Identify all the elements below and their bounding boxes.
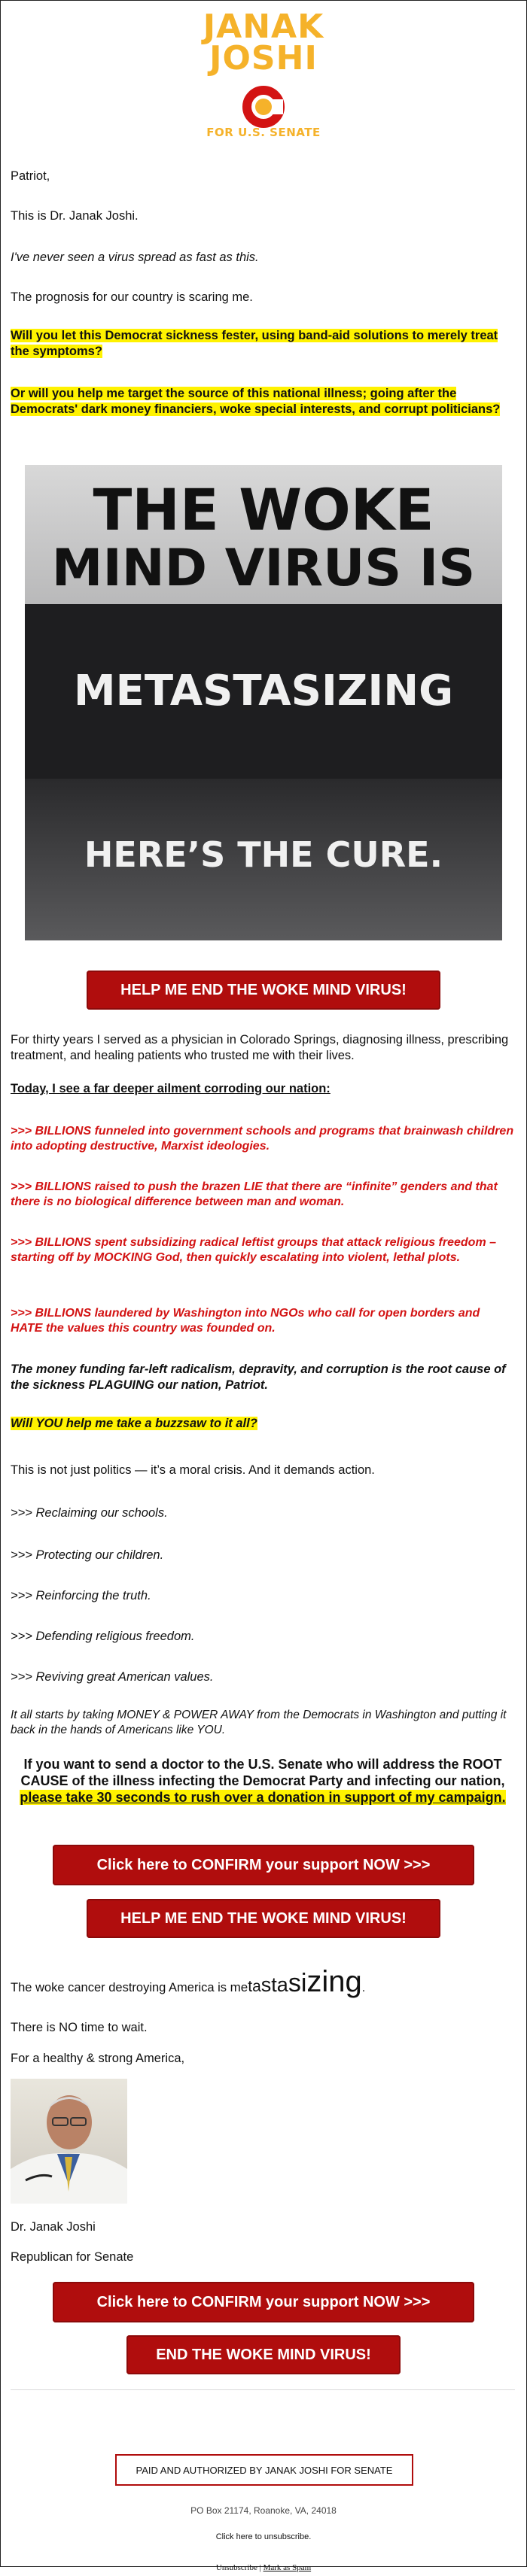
hero-image bbox=[25, 465, 502, 940]
no-time: There is NO time to wait. bbox=[11, 2021, 148, 2034]
paid-for-text: PAID AND AUTHORIZED BY JANAK JOSHI FOR SENATE bbox=[136, 2464, 393, 2476]
question-1: Will you let this Democrat sickness fester, using band-aid solutions to merely treat the symptoms? bbox=[11, 329, 498, 358]
cancer-text: The woke cancer destroying America is bbox=[11, 1981, 230, 1994]
hero-line-4: HERE’S THE CURE. bbox=[84, 834, 443, 875]
question-2: Or will you help me target the source of this national illness; going after the Democrats' dark money financiers, woke special interests, and corrupt politicians? bbox=[11, 387, 501, 416]
hero-line-1: THE WOKE bbox=[93, 476, 434, 543]
footer-divider bbox=[11, 2389, 515, 2390]
hero-line-2: MIND VIRUS IS bbox=[51, 539, 476, 598]
hero-line-3: METASTASIZING bbox=[73, 667, 454, 715]
billions-item: >>> BILLIONS laundered by Washington into NGOs who call for open borders and HATE the values this country was founded on. bbox=[11, 1307, 480, 1335]
billions-item: >>> BILLIONS funneled into government schools and programs that brainwash children into adopting destructive, Marxist ideologies. bbox=[11, 1125, 514, 1153]
end-virus-button-3[interactable]: END THE WOKE MIND VIRUS! bbox=[126, 2335, 401, 2374]
cancer-part: si bbox=[288, 1969, 307, 1997]
moral-crisis: This is not just politics — it’s a moral crisis. And it demands action. bbox=[11, 1463, 375, 1477]
cancer-part: . bbox=[361, 1982, 366, 1994]
money-power: It all starts by taking MONEY & POWER AWAY from the Democrats in Washington and putting it back in the hands of Americans like YOU. bbox=[11, 1709, 507, 1736]
signature-title: Republican for Senate bbox=[11, 2250, 134, 2264]
buzzsaw-question: Will YOU help me take a buzzsaw to it all? bbox=[11, 1417, 257, 1430]
unsubscribe-link[interactable]: Click here to unsubscribe. bbox=[215, 2532, 312, 2541]
intro: This is Dr. Janak Joshi. bbox=[11, 209, 139, 223]
mark-spam-link[interactable]: Mark as Spam bbox=[263, 2563, 312, 2572]
candidate-photo bbox=[11, 2079, 127, 2204]
action-bullet: >>> Reinforcing the truth. bbox=[11, 1589, 151, 1602]
end-virus-button-2[interactable]: HELP ME END THE WOKE MIND VIRUS! bbox=[87, 1899, 440, 1938]
billions-item: >>> BILLIONS spent subsidizing radical leftist groups that attack religious freedom – starting off by MOCKING God, then quickly escalating into violent, lethal plots. bbox=[11, 1236, 497, 1264]
action-bullet: >>> Defending religious freedom. bbox=[11, 1630, 195, 1643]
action-bullet: >>> Protecting our children. bbox=[11, 1548, 164, 1562]
paid-for-disclaimer bbox=[115, 2454, 413, 2486]
cancer-part: zing bbox=[306, 1965, 362, 1998]
virus-line: I've never seen a virus spread as fast as this. bbox=[11, 251, 259, 264]
action-bullet: >>> Reclaiming our schools. bbox=[11, 1506, 168, 1520]
unsubscribe-text[interactable]: Unsubscribe bbox=[215, 2563, 257, 2572]
footer-links bbox=[0, 2563, 527, 2572]
confirm-support-button-2[interactable]: Click here to CONFIRM your support NOW >>> bbox=[53, 2282, 474, 2322]
donate-link[interactable]: please take 30 seconds to rush over a donation in support of my campaign. bbox=[20, 1790, 506, 1805]
root-cause: The money funding far-left radicalism, depravity, and corruption is the root cause of the sickness PLAGUING our nation, Patriot. bbox=[11, 1362, 506, 1392]
cancer-part: ta bbox=[248, 1978, 261, 1995]
colorado-c-flag-icon bbox=[242, 86, 285, 128]
confirm-support-button-1[interactable]: Click here to CONFIRM your support NOW >>> bbox=[53, 1845, 474, 1885]
greeting: Patriot, bbox=[11, 169, 50, 183]
header-name-first: JANAK bbox=[203, 8, 324, 46]
action-bullet: >>> Reviving great American values. bbox=[11, 1670, 214, 1684]
end-virus-button-1[interactable]: HELP ME END THE WOKE MIND VIRUS! bbox=[87, 971, 440, 1010]
signature-name: Dr. Janak Joshi bbox=[11, 2220, 96, 2234]
doctor-ask bbox=[11, 1756, 515, 1806]
header-name-last: JOSHI bbox=[209, 39, 318, 77]
prognosis-line: The prognosis for our country is scaring me. bbox=[11, 290, 253, 304]
healthy-strong: For a healthy & strong America, bbox=[11, 2052, 185, 2065]
cancer-part: sta bbox=[260, 1973, 288, 1996]
physician-paragraph: For thirty years I served as a physician in Colorado Springs, diagnosing illness, prescribing treatment, and healing patients who trusted me with their lives. bbox=[11, 1033, 509, 1062]
footer-separator: | bbox=[257, 2563, 264, 2572]
mailing-address: PO Box 21174, Roanoke, VA, 24018 bbox=[190, 2505, 337, 2516]
cancer-part: me bbox=[230, 1980, 248, 1994]
ailment-heading: Today, I see a far deeper ailment corroding our nation: bbox=[11, 1082, 331, 1095]
billions-item: >>> BILLIONS raised to push the brazen LIE that there are “infinite” genders and that there is no biological difference between man and woman. bbox=[11, 1180, 498, 1208]
doctor-ask-text: If you want to send a doctor to the U.S. Senate who will address the ROOT CAUSE of the illness infecting the Democrat Party and infecting our nation, bbox=[20, 1757, 505, 1788]
woke-cancer-line bbox=[11, 1965, 515, 2005]
header-office: FOR U.S. SENATE bbox=[206, 126, 321, 139]
